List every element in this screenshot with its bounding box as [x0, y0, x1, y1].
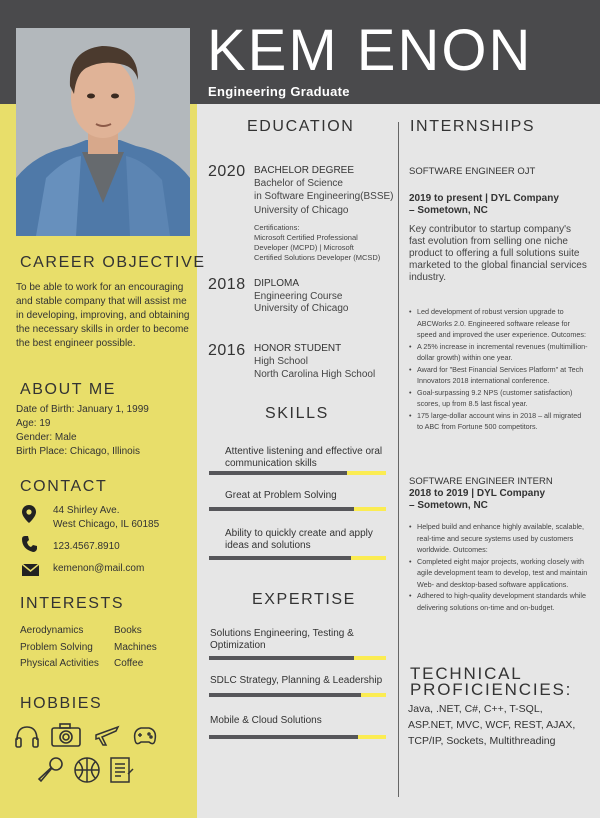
- email-address[interactable]: kemenon@mail.com: [53, 563, 145, 574]
- basketball-icon: [73, 756, 101, 789]
- profile-photo: [16, 28, 190, 236]
- education-detail: University of Chicago: [254, 205, 349, 216]
- expertise-title: EXPERTISE: [252, 591, 356, 608]
- list-item: • Award for "Best Financial Services Platform" at Tech Innovators 2018 international conference.: [409, 364, 589, 387]
- list-item: • 175 large-dollar account wins in 2018 – all migrated to ABC from Fortune 500 competitors.: [409, 410, 589, 433]
- expertise-bar-fill: [209, 656, 354, 660]
- skills-title: SKILLS: [265, 405, 329, 422]
- career-objective-title: CAREER OBJECTIVE: [20, 254, 206, 271]
- list-item: • Goal-surpassing 9.2 NPS (customer satisfaction) scores, up from 8.5 last fiscal year.: [409, 387, 589, 410]
- phone-number[interactable]: 123.4567.8910: [53, 541, 120, 552]
- career-objective-text: To be able to work for an encouraging and stable company that will assist me in developing, improving, and obtaining the necessary skills in order to become the best engineer possible.: [16, 282, 190, 349]
- microphone-icon: [37, 756, 65, 789]
- about-gender: Gender: Male: [16, 432, 77, 443]
- job-subtitle: Engineering Graduate: [208, 84, 350, 99]
- expertise-label: SDLC Strategy, Planning & Leadership: [210, 675, 383, 686]
- education-detail: North Carolina High School: [254, 369, 376, 380]
- internship-period: 2019 to present | DYL Company: [409, 193, 559, 204]
- about-me-title: ABOUT ME: [20, 381, 117, 398]
- internship-location: – Sometown, NC: [409, 500, 488, 511]
- skill-label: Great at Problem Solving: [225, 490, 337, 501]
- skill-bar-fill: [209, 556, 351, 560]
- envelope-icon: [22, 563, 39, 581]
- expertise-bar-fill: [209, 735, 358, 739]
- list-item: • A 25% increase in incremental revenues (multimillion-dollar growth) within one year.: [409, 341, 589, 364]
- internship-period: 2018 to 2019 | DYL Company: [409, 488, 546, 499]
- education-detail: University of Chicago: [254, 303, 349, 314]
- skill-label: Ability to quickly create and apply ideas and solutions: [225, 528, 373, 551]
- phone-icon: [22, 536, 37, 557]
- certification-line: Microsoft Certified Professional: [254, 233, 358, 242]
- interest-item: Problem Solving: [20, 642, 93, 653]
- expertise-bar: [209, 656, 386, 660]
- expertise-label: Solutions Engineering, Testing & Optimization: [210, 628, 354, 651]
- portrait-illustration: [16, 28, 190, 236]
- expertise-bar: [209, 735, 386, 739]
- education-year: 2018: [208, 276, 246, 293]
- internship-role: SOFTWARE ENGINEER INTERN: [409, 476, 553, 487]
- interests-title: INTERESTS: [20, 595, 125, 612]
- contact-title: CONTACT: [20, 478, 108, 495]
- skill-bar: [209, 471, 386, 475]
- expertise-label: Mobile & Cloud Solutions: [210, 715, 322, 726]
- certification-line: Certified Solutions Developer (MCSD): [254, 253, 381, 262]
- internship-location: – Sometown, NC: [409, 205, 488, 216]
- headphones-icon: [14, 723, 40, 754]
- technical-skills-line: Java, .NET, C#, C++, T-SQL,: [408, 703, 543, 715]
- technical-title-line-1: TECHNICAL: [410, 664, 523, 683]
- education-year: 2016: [208, 342, 246, 359]
- list-item: • Completed eight major projects, working closely with agile development team to develop, test and maintain Web- and desktop-based software applications.: [409, 556, 589, 591]
- skill-bar: [209, 507, 386, 511]
- list-item: • Led development of robust version upgrade to ABCWorks 2.0. Engineered software release for speed and improved the user experience. Outcomes:: [409, 306, 589, 341]
- interest-item: Books: [114, 625, 142, 636]
- internship-description: Key contributor to startup company's fast evolution from selling one niche product to offering a full solutions suite marketed to the global financial services industry.: [409, 224, 587, 283]
- camera-icon: [51, 722, 81, 753]
- certifications-label: Certifications:: [254, 223, 300, 232]
- interest-item: Coffee: [114, 658, 144, 669]
- column-divider: [398, 122, 399, 797]
- address-line-2: West Chicago, IL 60185: [53, 519, 160, 530]
- list-item: • Adhered to high-quality development standards while delivering solutions on-time and on-budget.: [409, 590, 589, 613]
- skill-bar-fill: [209, 507, 354, 511]
- skill-label: Attentive listening and effective oral communication skills: [225, 446, 383, 469]
- interest-item: Aerodynamics: [20, 625, 84, 636]
- interest-item: Machines: [114, 642, 157, 653]
- education-degree: HONOR STUDENT: [254, 343, 342, 354]
- skill-bar-fill: [209, 471, 347, 475]
- education-detail: in Software Engineering(BSSE): [254, 191, 394, 202]
- education-degree: DIPLOMA: [254, 278, 300, 289]
- education-year: 2020: [208, 163, 246, 180]
- internship-role: SOFTWARE ENGINEER OJT: [409, 166, 536, 177]
- internship-bullets: [409, 306, 589, 433]
- location-pin-icon: [22, 505, 36, 528]
- gamepad-icon: [131, 722, 159, 755]
- technical-skills-line: TCP/IP, Sockets, Multithreading: [408, 735, 556, 747]
- education-degree: BACHELOR DEGREE: [254, 165, 355, 176]
- education-detail: Engineering Course: [254, 291, 343, 302]
- education-detail: Bachelor of Science: [254, 178, 343, 189]
- education-detail: High School: [254, 356, 308, 367]
- airplane-icon: [94, 723, 120, 754]
- internship-bullets: [409, 521, 589, 613]
- about-age: Age: 19: [16, 418, 51, 429]
- person-name: KEM ENON: [207, 18, 533, 83]
- about-dob: Date of Birth: January 1, 1999: [16, 404, 149, 415]
- interest-item: Physical Activities: [20, 658, 99, 669]
- education-title: EDUCATION: [247, 118, 355, 135]
- document-icon: [108, 756, 134, 789]
- internships-title: INTERNSHIPS: [410, 118, 536, 135]
- list-item: • Helped build and enhance highly available, scalable, real-time and secure systems used by customers worldwide. Outcomes:: [409, 521, 589, 556]
- expertise-bar-fill: [209, 693, 361, 697]
- skill-bar: [209, 556, 386, 560]
- certification-line: Developer (MCPD) | Microsoft: [254, 243, 354, 252]
- technical-skills-line: ASP.NET, MVC, WCF, REST, AJAX,: [408, 719, 576, 731]
- address-line-1: 44 Shirley Ave.: [53, 505, 120, 516]
- technical-title-line-2: PROFICIENCIES:: [410, 680, 573, 699]
- about-birthplace: Birth Place: Chicago, Illinois: [16, 446, 140, 457]
- hobbies-title: HOBBIES: [20, 695, 103, 712]
- expertise-bar: [209, 693, 386, 697]
